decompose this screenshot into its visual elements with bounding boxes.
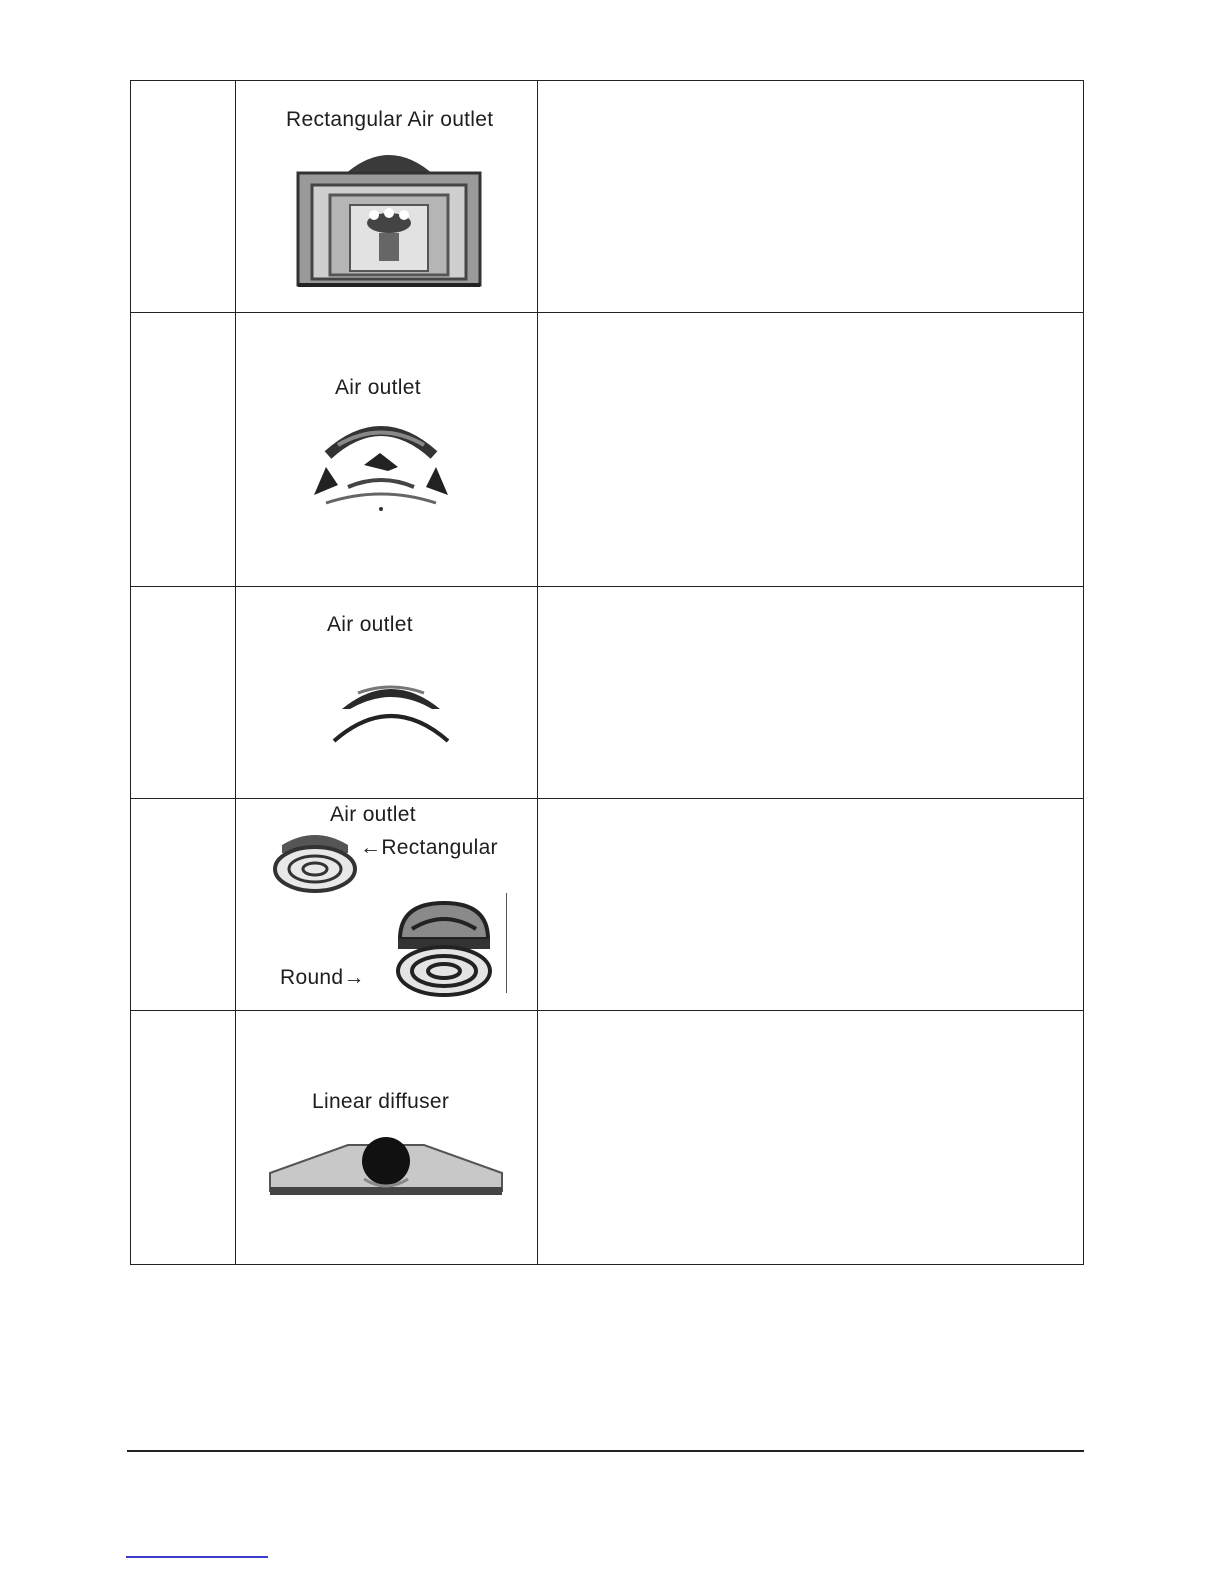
image-cell	[236, 1011, 538, 1265]
rectangular-label: ←Rectangular	[360, 836, 498, 859]
footer-rule	[127, 1450, 1084, 1452]
caption: Rectangular Air outlet	[286, 108, 494, 131]
description-cell	[538, 81, 1084, 313]
caption: Air outlet	[330, 803, 416, 826]
table-row	[131, 1011, 1084, 1265]
rectangular-air-outlet-image	[294, 143, 484, 303]
description-cell	[538, 1011, 1084, 1265]
rectangular-outlet-image	[272, 825, 358, 895]
linear-diffuser-image	[268, 1133, 504, 1209]
row-number-cell	[131, 587, 236, 799]
description-cell	[538, 799, 1084, 1011]
footer-link-underline	[126, 1556, 268, 1558]
table-row	[131, 313, 1084, 587]
row-number-cell	[131, 1011, 236, 1265]
image-cell	[236, 313, 538, 587]
caption: Air outlet	[327, 613, 413, 636]
round-label: Round→	[280, 966, 365, 989]
row-number-cell	[131, 799, 236, 1011]
table-row	[131, 587, 1084, 799]
image-cell	[236, 587, 538, 799]
air-outlet-dome-image	[308, 415, 454, 515]
divider-line	[506, 893, 507, 993]
table-row	[131, 799, 1084, 1011]
caption: Air outlet	[335, 376, 421, 399]
image-cell	[236, 799, 538, 1011]
round-outlet-image	[394, 899, 494, 995]
row-number-cell	[131, 313, 236, 587]
row-number-cell	[131, 81, 236, 313]
air-outlet-ring-image	[328, 675, 454, 745]
air-outlet-table	[130, 80, 1084, 1265]
caption: Linear diffuser	[312, 1090, 450, 1113]
description-cell	[538, 587, 1084, 799]
image-cell	[236, 81, 538, 313]
table-row	[131, 81, 1084, 313]
description-cell	[538, 313, 1084, 587]
